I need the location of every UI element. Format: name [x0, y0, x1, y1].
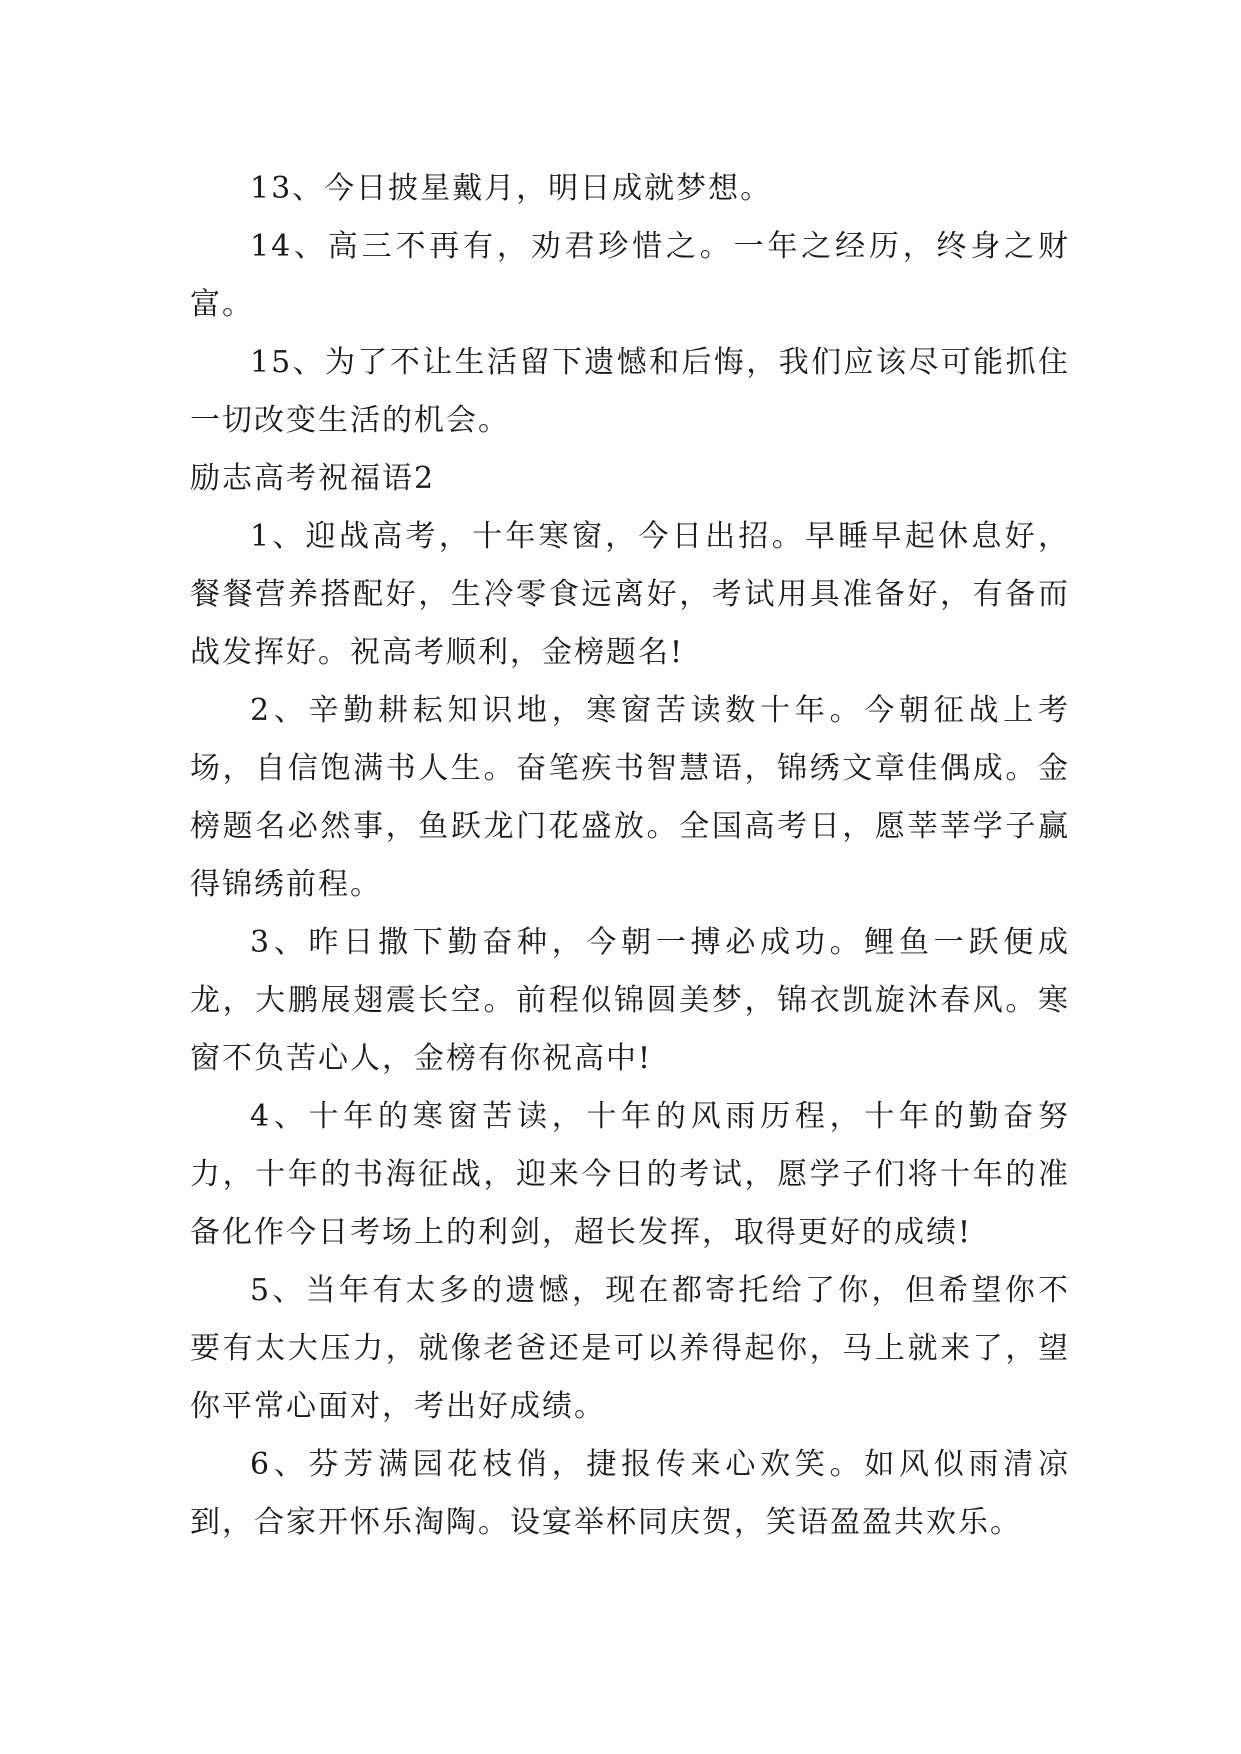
paragraph-1: 1、迎战高考，十年寒窗，今日出招。早睡早起休息好，餐餐营养搭配好，生冷零食远离好，考试用具准备好，有备而战发挥好。祝高考顺利，金榜题名! [190, 519, 1070, 670]
document-page [190, 160, 1070, 1552]
paragraph-6: 6、芬芳满园花枝俏，捷报传来心欢笑。如风似雨清凉到，合家开怀乐淘陶。设宴举杯同庆贺，笑语盈盈共欢乐。 [190, 1447, 1070, 1540]
paragraph-2: 2、辛勤耕耘知识地，寒窗苦读数十年。今朝征战上考场，自信饱满书人生。奋笔疾书智慧语，锦绣文章佳偶成。金榜题名必然事，鱼跃龙门花盛放。全国高考日，愿莘莘学子赢得锦绣前程。 [190, 693, 1070, 902]
paragraph-3: 3、昨日撒下勤奋种，今朝一搏必成功。鲤鱼一跃便成龙，大鹏展翅震长空。前程似锦圆美梦，锦衣凯旋沐春风。寒窗不负苦心人，金榜有你祝高中! [190, 925, 1070, 1076]
section-heading: 励志高考祝福语2 [190, 461, 436, 496]
paragraph-15: 15、为了不让生活留下遗憾和后悔，我们应该尽可能抓住一切改变生活的机会。 [190, 345, 1070, 438]
paragraph-13: 13、今日披星戴月，明日成就梦想。 [250, 171, 773, 206]
paragraph-4: 4、十年的寒窗苦读，十年的风雨历程，十年的勤奋努力，十年的书海征战，迎来今日的考试，愿学子们将十年的准备化作今日考场上的利剑，超长发挥，取得更好的成绩! [190, 1099, 1070, 1250]
paragraph-5: 5、当年有太多的遗憾，现在都寄托给了你，但希望你不要有太大压力，就像老爸还是可以养得起你，马上就来了，望你平常心面对，考出好成绩。 [190, 1273, 1070, 1424]
paragraph-14: 14、高三不再有，劝君珍惜之。一年之经历，终身之财富。 [190, 229, 1070, 322]
